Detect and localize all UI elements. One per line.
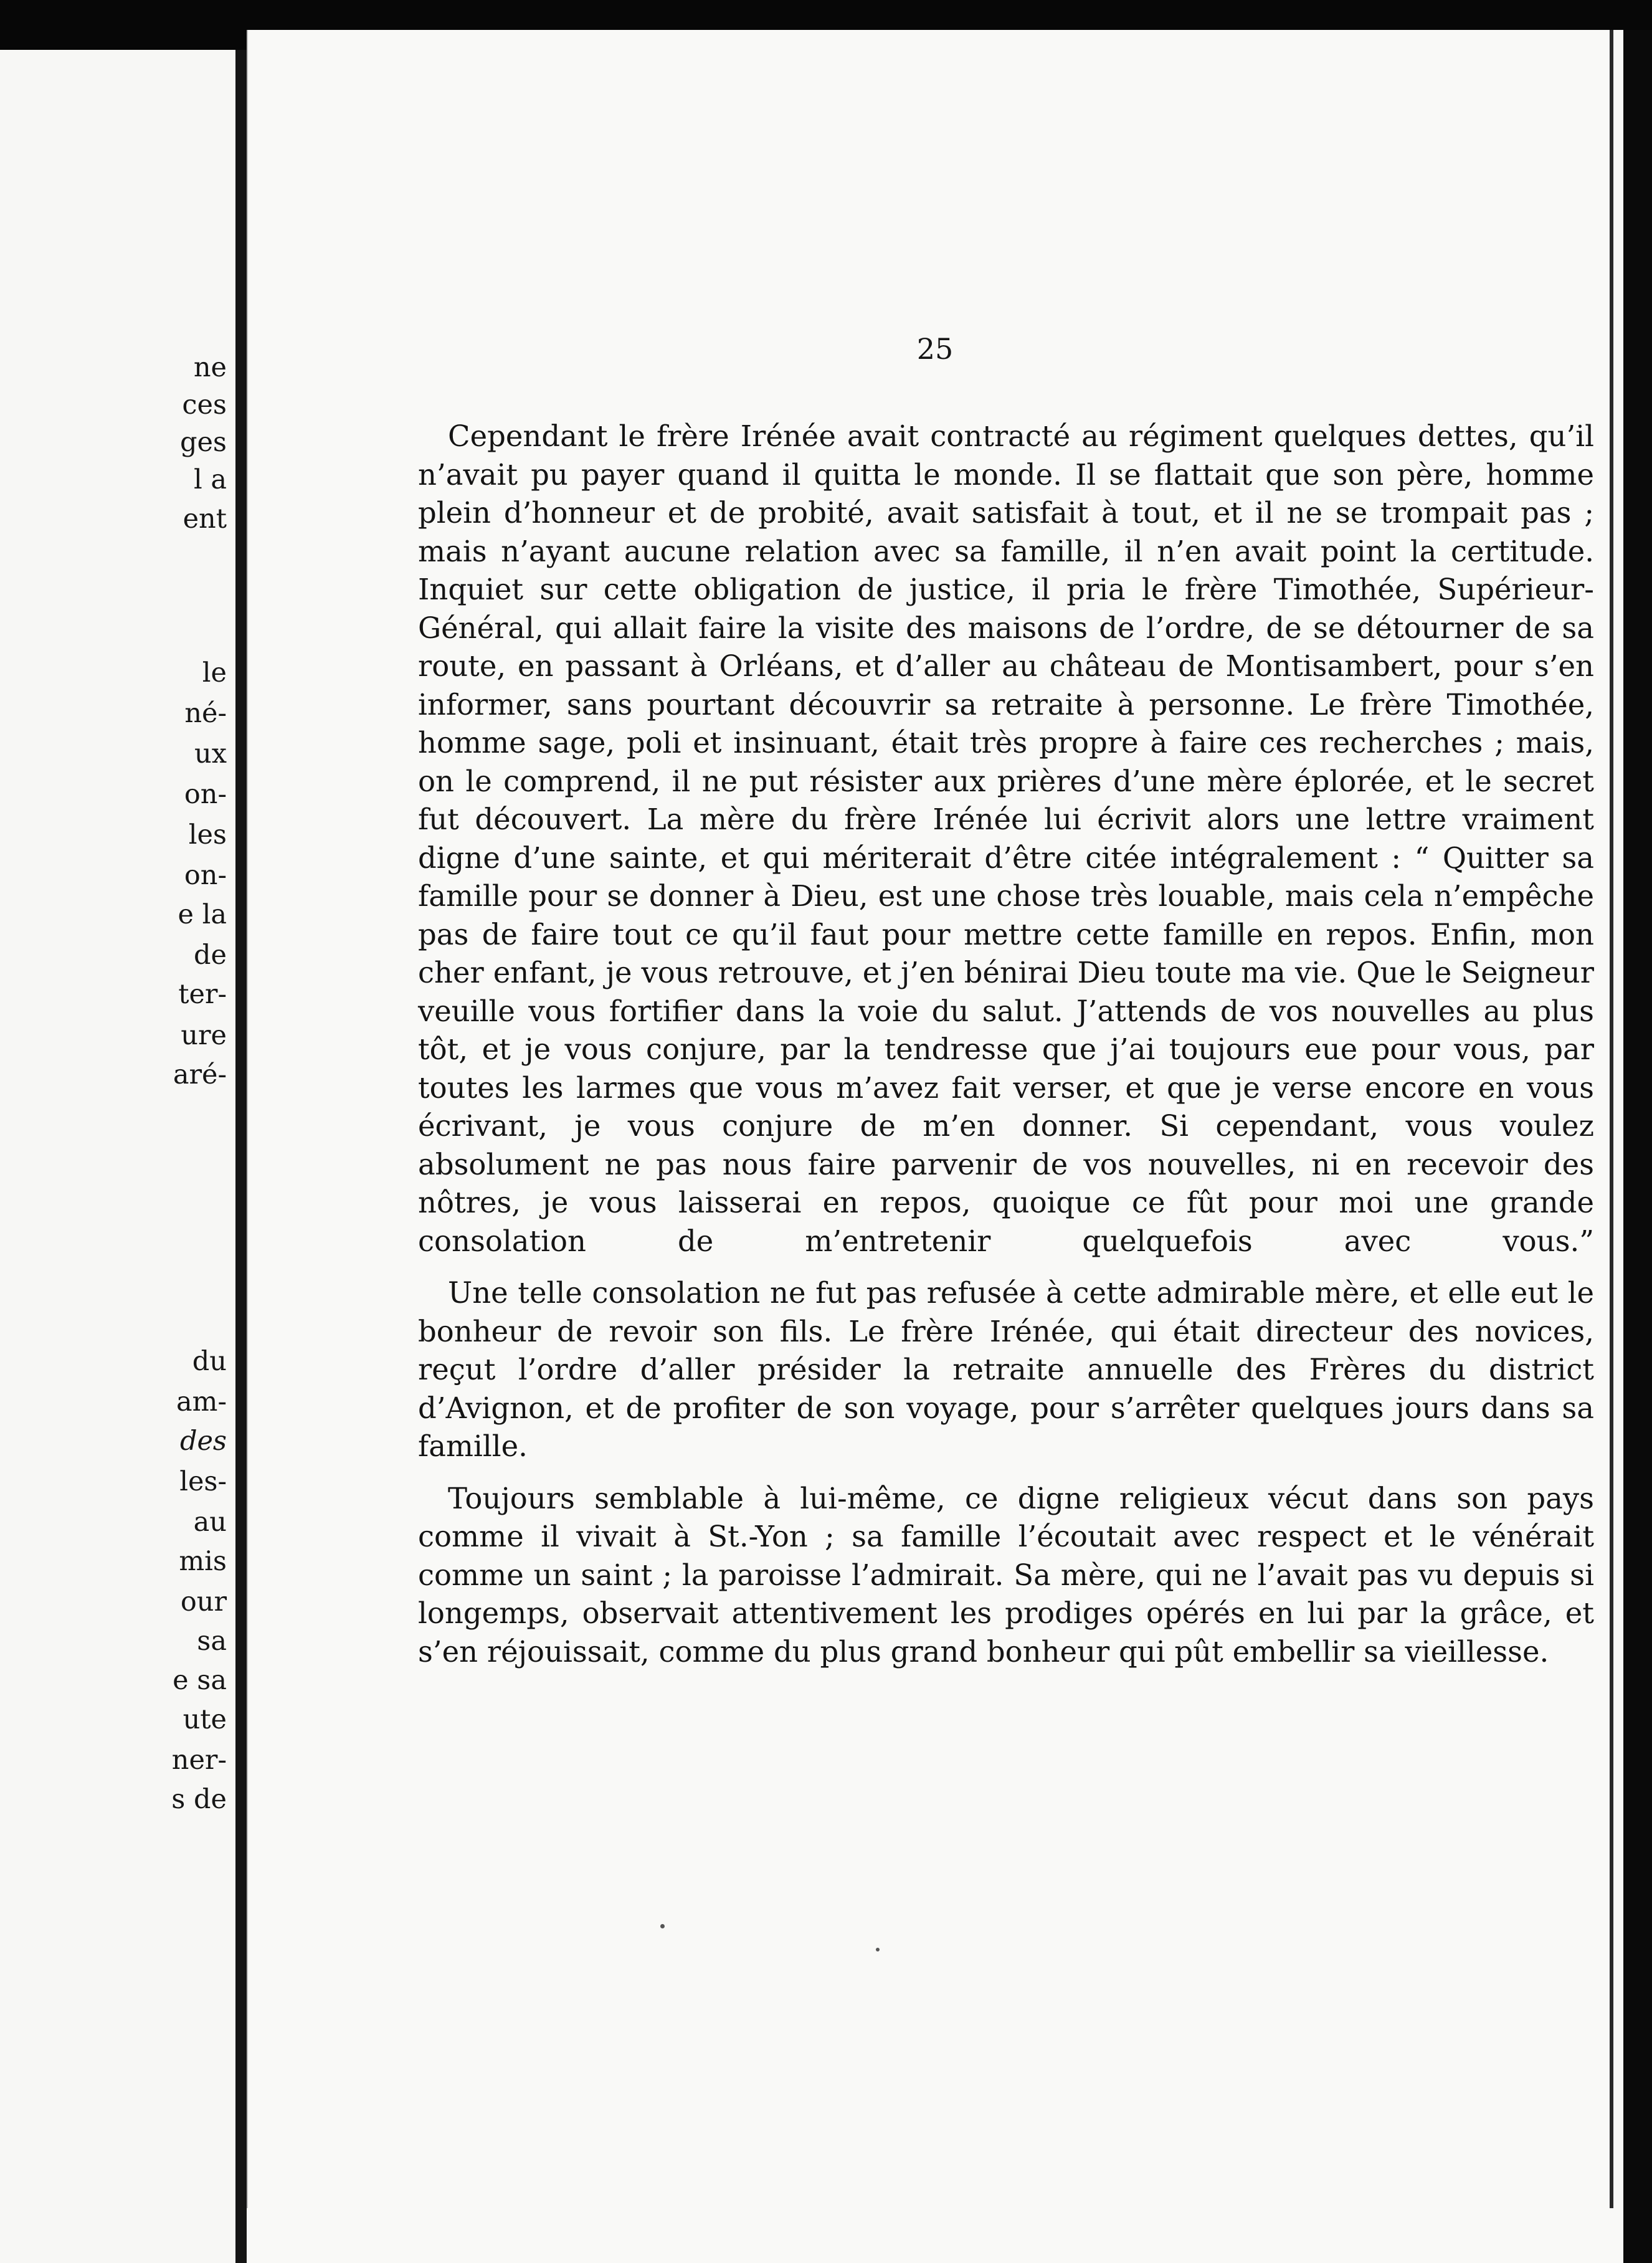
facing-page-fragment: e la xyxy=(178,899,227,930)
facing-page-fragment: les xyxy=(188,819,227,850)
facing-page-fragment: ux xyxy=(194,738,227,769)
facing-page-fragment: sa xyxy=(197,1626,227,1657)
facing-page-fragment: ne xyxy=(193,352,227,383)
facing-page-fragment: ent xyxy=(183,503,227,535)
facing-page-fragment: our xyxy=(180,1586,227,1617)
facing-page-fragment: mis xyxy=(179,1546,227,1577)
facing-page-fragment: l a xyxy=(193,464,227,495)
facing-page-fragment: on- xyxy=(184,860,227,891)
book-page xyxy=(247,30,1623,2263)
paragraph: Une telle consolation ne fut pas refusée à cette admirable mère, et elle eut le bonheur de revoir son fils. Le frère Irénée, qui était directeur des novices, reçut l’ordre d’aller présider la retraite annuelle des Frères du district d’Avignon, et de profiter de son voyage, pour s’arrêter quelques jours dans sa famille. xyxy=(418,1276,1594,1463)
paragraph: Cependant le frère Irénée avait contracté au régiment quelques dettes, qu’il n’avait pu payer quand il quitta le monde. Il se flattait que son père, homme plein d’honneur et de probité, avait satisfait à tout, et il ne se trompait pas ; mais n’ayant aucune relation avec sa famille, il n’en avait point la certitude. Inquiet sur cette obligation de justice, il pria le frère Timothée, Supérieur-Général, qui allait faire la visite des maisons de l’ordre, de se détourner de sa route, en passant à Orléans, et d’aller au château de Montisambert, pour s’en informer, sans pourtant découvrir sa retraite à personne. Le frère Timothée, homme sage, poli et insinuant, était très propre à faire ces recherches ; mais, on le comprend, il ne put résister aux prières d’une mère éplorée, et le secret fut découvert. La mère du frère Irénée lui écrivit alors une lettre vraiment digne d’une sainte, et qui mériterait d’être citée intégralement : “ Quitter sa famille pour se donner à Dieu, est une chose très louable, mais cela n’empêche pas de faire tout ce qu’il faut pour mettre cette famille en repos. Enfin, mon cher enfant, je vous retrouve, et j’en bénirai Dieu toute ma vie. Que le Seigneur veuille vous fortifier dans la voie du salut. J’attends de vos nouvelles au plus tôt, et je vous conjure, par la tendresse que j’ai toujours eue pour vous, par toutes les larmes que vous m’avez fait verser, et que je verse encore en vous écrivant, je vous conjure de m’en donner. Si cependant, vous voulez absolument ne pas nous faire parvenir de vos nouvelles, ni en recevoir des nôtres, je vous laisserai en repos, quoique ce fût pour moi une grande consolation de m’entretenir quelquefois avec vous.” xyxy=(418,419,1594,1258)
facing-page-fragment: ner- xyxy=(171,1745,227,1776)
book-gutter xyxy=(235,50,247,2263)
facing-page-fragment: ute xyxy=(183,1704,227,1735)
facing-page-fragment: ces xyxy=(182,389,227,421)
facing-page-fragment: on- xyxy=(184,779,227,810)
paragraph: Toujours semblable à lui-même, ce digne religieux vécut dans son pays comme il vivait à St.-Yon ; sa famille l’écoutait avec respect et le vénérait comme un saint ; la paroisse l’admirait. Sa mère, qui ne l’avait pas vu depuis si longemps, observait attentivement les prodiges opérés en lui par la grâce, et s’en réjouissait, comme du plus grand bonheur qui pût embellir sa vieillesse. xyxy=(418,1481,1594,1669)
speck xyxy=(660,1924,665,1928)
facing-page-fragment: ure xyxy=(181,1020,227,1051)
facing-page-fragment: ges xyxy=(179,427,227,458)
facing-page xyxy=(0,50,235,2263)
facing-page-fragment: né- xyxy=(184,698,227,729)
facing-page-fragment: du xyxy=(192,1346,227,1377)
facing-page-fragment: au xyxy=(193,1507,227,1538)
facing-page-fragment: ter- xyxy=(178,979,227,1010)
speck xyxy=(876,1948,880,1951)
facing-page-fragment: de xyxy=(194,940,227,971)
facing-page-fragment: les- xyxy=(179,1466,227,1497)
scan-right-border xyxy=(1623,30,1652,2263)
facing-page-fragment: am- xyxy=(176,1386,227,1417)
facing-page-fragment: aré- xyxy=(173,1059,227,1090)
facing-page-fragment: s de xyxy=(171,1784,227,1815)
page-body xyxy=(418,417,1594,1671)
facing-page-fragment: e sa xyxy=(173,1665,227,1696)
facing-page-fragment: des xyxy=(179,1426,227,1457)
page-number: 25 xyxy=(916,332,954,366)
facing-page-fragment: le xyxy=(202,657,227,688)
